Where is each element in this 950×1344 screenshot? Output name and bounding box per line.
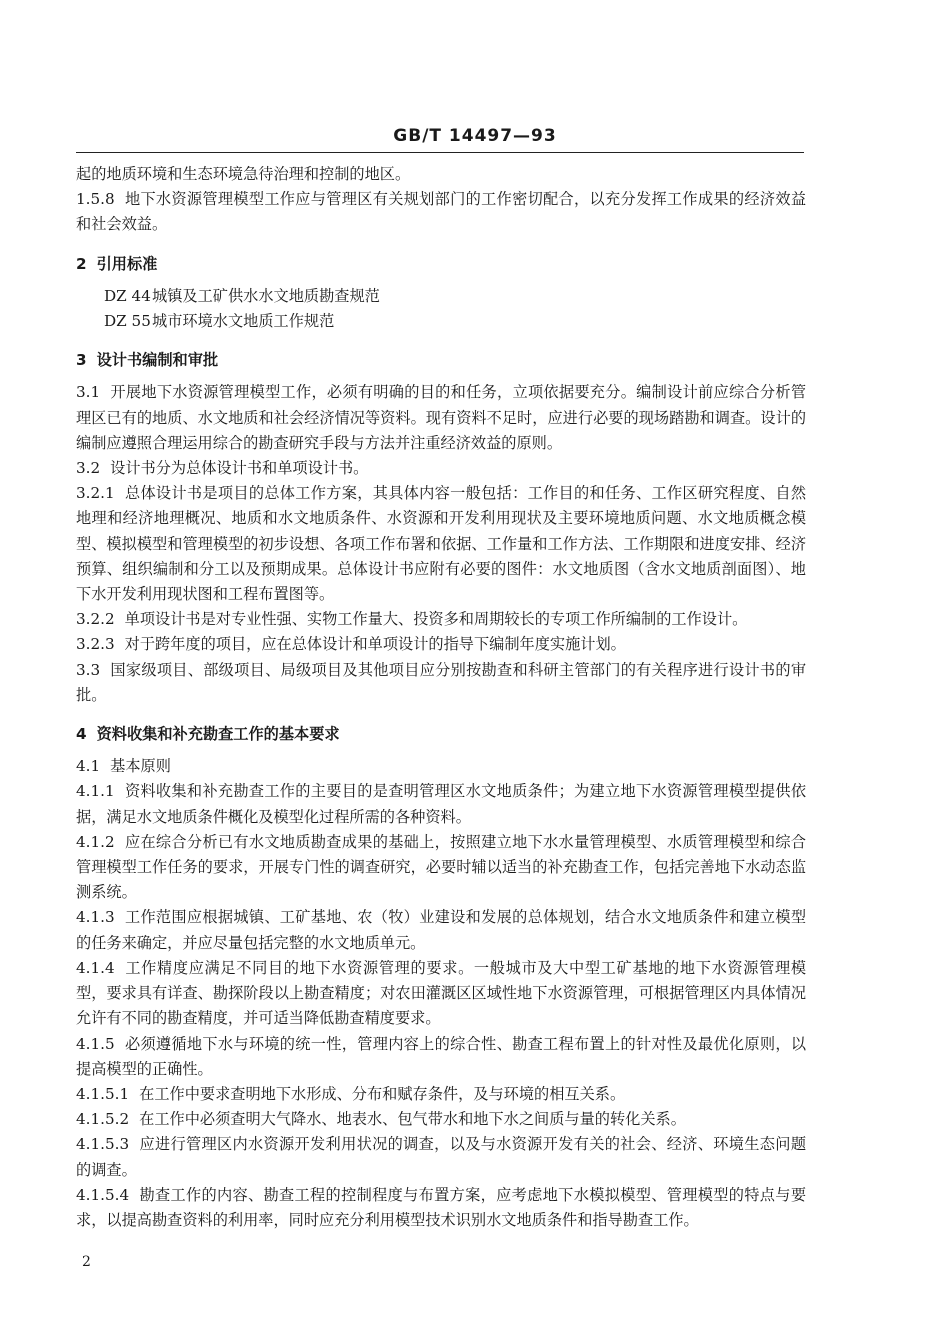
clause-text: 应进行管理区内水资源开发利用状况的调查，以及与水资源开发有关的社会、经济、环境生态问题的调查。 bbox=[76, 1135, 806, 1179]
clause-number: 3.1 bbox=[76, 383, 101, 402]
clause-text: 资料收集和补充勘查工作的主要目的是查明管理区水文地质条件；为建立地下水资源管理模型提供依据，满足水文地质条件概化及模型化过程所需的各种资料。 bbox=[76, 782, 806, 826]
clause-number: 4.1.5.3 bbox=[76, 1135, 130, 1154]
reference-item bbox=[76, 309, 806, 334]
clause-text: 国家级项目、部级项目、局级项目及其他项目应分别按勘查和科研主管部门的有关程序进行设计书的审批。 bbox=[76, 660, 806, 704]
clause-text: 基本原则 bbox=[110, 757, 171, 776]
clause-text: 在工作中必须查明大气降水、地表水、包气带水和地下水之间质与量的转化关系。 bbox=[139, 1110, 686, 1129]
clause-text: 总体设计书是项目的总体工作方案，其具体内容一般包括：工作目的和任务、工作区研究程度、自然地理和经济地理概况、地质和水文地质条件、水资源和开发利用现状及主要环境地质问题、水文地质概念模型、模拟模型和管理模型的初步设想、各项工作布署和依据、工作量和工作方法、工作期限和进度安排、经济预算、组织编制和分工以及预期成果。总体设计书应附有必要的图件：水文地质图（含水文地质剖面图）、地下水开发利用现状图和工程布置图等。 bbox=[76, 484, 806, 604]
clause-3-2-2 bbox=[76, 607, 806, 632]
clause-text: 工作精度应满足不同目的地下水资源管理的要求。一般城市及大中型工矿基地的地下水资源管理模型，要求具有详查、勘探阶段以上勘查精度；对农田灌溉区区域性地下水资源管理，可根据管理区内具体情况允许有不同的勘查精度，并可适当降低勘查精度要求。 bbox=[76, 958, 806, 1028]
section-title: 资料收集和补充勘查工作的基本要求 bbox=[96, 725, 340, 744]
clause-number: 4.1 bbox=[76, 757, 101, 776]
clause-3-2-1 bbox=[76, 481, 806, 607]
clause-4-1 bbox=[76, 754, 806, 779]
clause-text: 开展地下水资源管理模型工作，必须有明确的目的和任务，立项依据要充分。编制设计前应综合分析管理区已有的地质、水文地质和社会经济情况等资料。现有资料不足时，应进行必要的现场踏勘和调查。设计的编制应遵照合理运用综合的勘查研究手段与方法并注重经济效益的原则。 bbox=[76, 383, 806, 452]
clause-4-1-5-1 bbox=[76, 1082, 806, 1107]
clause-4-1-5-3 bbox=[76, 1132, 806, 1182]
clause-text: 必须遵循地下水与环境的统一性，管理内容上的综合性、勘查工程布置上的针对性及最优化原则，以提高模型的正确性。 bbox=[76, 1034, 806, 1078]
clause-3-2-3 bbox=[76, 632, 806, 657]
clause-number: 4.1.5.2 bbox=[76, 1110, 130, 1129]
section-title: 引用标准 bbox=[96, 254, 158, 273]
clause-number: 4.1.5 bbox=[76, 1034, 115, 1053]
clause-text: 勘查工作的内容、勘查工程的控制程度与布置方案，应考虑地下水模拟模型、管理模型的特点与要求，以提高勘查资料的利用率，同时应充分利用模型技术识别水文地质条件和指导勘查工作。 bbox=[76, 1185, 806, 1229]
page-number: 2 bbox=[82, 1254, 91, 1270]
section-2-heading bbox=[76, 252, 806, 277]
clause-number: 4.1.1 bbox=[76, 782, 115, 801]
clause-number: 3.2 bbox=[76, 459, 101, 478]
section-number: 4 bbox=[76, 725, 87, 744]
clause-3-2 bbox=[76, 456, 806, 481]
clause-4-1-5-4 bbox=[76, 1183, 806, 1233]
paragraph-intro: 起的地质环境和生态环境急待治理和控制的地区。 bbox=[76, 165, 411, 183]
clause-4-1-4 bbox=[76, 956, 806, 1032]
clause-text: 工作范围应根据城镇、工矿基地、农（牧）业建设和发展的总体规划，结合水文地质条件和建立模型的任务来确定，并应尽量包括完整的水文地质单元。 bbox=[76, 908, 806, 952]
clause-3-3 bbox=[76, 658, 806, 708]
section-number: 2 bbox=[76, 254, 87, 273]
clause-number: 4.1.5.4 bbox=[76, 1185, 130, 1204]
clause-1-5-8 bbox=[76, 187, 806, 237]
clause-number: 3.3 bbox=[76, 660, 101, 679]
header-rule bbox=[76, 152, 804, 153]
reference-code: DZ 55 bbox=[104, 312, 151, 331]
clause-4-1-2 bbox=[76, 830, 806, 906]
clause-number: 4.1.2 bbox=[76, 832, 115, 851]
clause-number: 3.2.1 bbox=[76, 484, 115, 503]
clause-4-1-5 bbox=[76, 1032, 806, 1082]
reference-title: 城市环境水文地质工作规范 bbox=[152, 312, 335, 331]
clause-number: 4.1.4 bbox=[76, 958, 115, 977]
clause-text: 在工作中要求查明地下水形成、分布和赋存条件，及与环境的相互关系。 bbox=[139, 1084, 626, 1103]
clause-text: 对于跨年度的项目，应在总体设计和单项设计的指导下编制年度实施计划。 bbox=[124, 635, 626, 654]
section-4-heading bbox=[76, 722, 806, 747]
clause-number: 4.1.5.1 bbox=[76, 1084, 130, 1103]
clause-text: 应在综合分析已有水文地质勘查成果的基础上，按照建立地下水水量管理模型、水质管理模型和综合管理模型工作任务的要求，开展专门性的调查研究，必要时辅以适当的补充勘查工作，包括完善地下水动态监测系统。 bbox=[76, 832, 806, 902]
clause-4-1-3 bbox=[76, 905, 806, 955]
clause-text: 设计书分为总体设计书和单项设计书。 bbox=[110, 459, 369, 478]
reference-code: DZ 44 bbox=[104, 286, 151, 305]
clause-4-1-5-2 bbox=[76, 1107, 806, 1132]
clause-number: 4.1.3 bbox=[76, 908, 115, 927]
clause-text: 单项设计书是对专业性强、实物工作量大、投资多和周期较长的专项工作所编制的工作设计。 bbox=[124, 610, 748, 629]
standard-code-header: GB/T 14497—93 bbox=[393, 126, 557, 146]
reference-title: 城镇及工矿供水水文地质勘查规范 bbox=[152, 286, 380, 305]
clause-number: 1.5.8 bbox=[76, 190, 115, 209]
clause-number: 3.2.3 bbox=[76, 635, 115, 654]
reference-item bbox=[76, 284, 806, 309]
clause-4-1-1 bbox=[76, 779, 806, 829]
clause-number: 3.2.2 bbox=[76, 610, 115, 629]
section-number: 3 bbox=[76, 351, 87, 370]
document-body bbox=[76, 162, 806, 1233]
clause-3-1 bbox=[76, 380, 806, 456]
clause-text: 地下水资源管理模型工作应与管理区有关规划部门的工作密切配合，以充分发挥工作成果的经济效益和社会效益。 bbox=[76, 190, 806, 234]
section-3-heading bbox=[76, 348, 806, 373]
section-title: 设计书编制和审批 bbox=[96, 351, 219, 370]
